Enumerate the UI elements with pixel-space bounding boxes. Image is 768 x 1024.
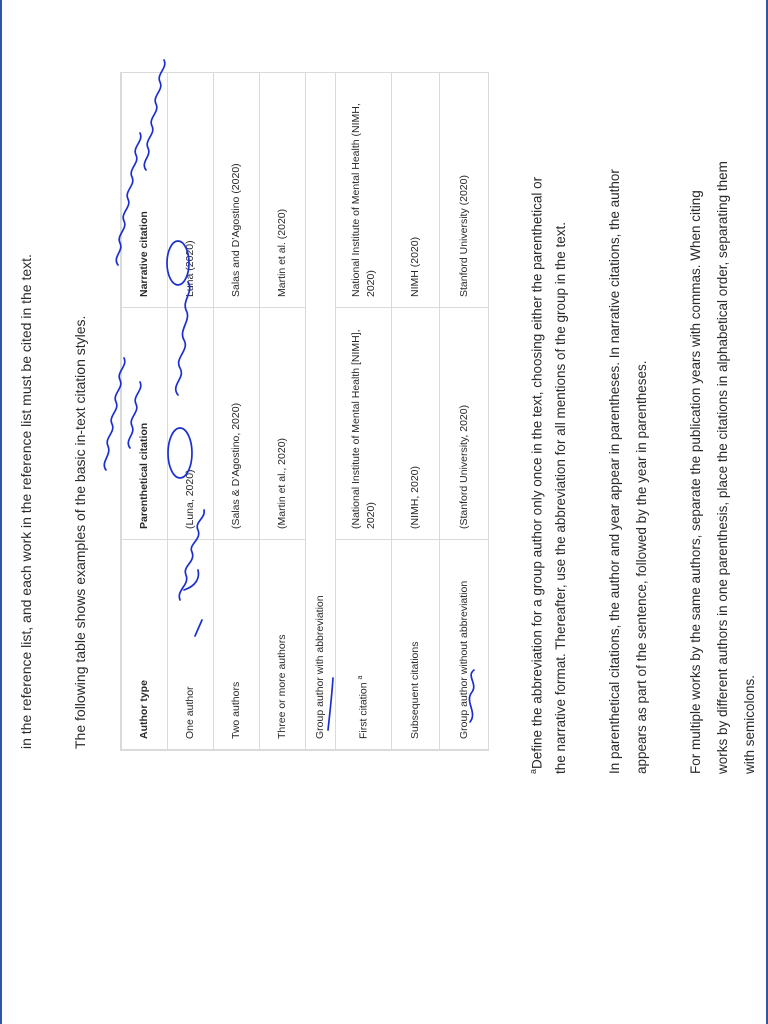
footnote-line-2: the narrative format. Thereafter, use the abbreviation for all mentions of the group in the text.: [553, 221, 568, 774]
cell-narrative: National Institute of Mental Health (NIMH, 2020): [336, 73, 392, 308]
ink-scribble-one-author: [179, 510, 204, 600]
footnote-marker: a: [357, 675, 365, 680]
cell-author-type: Subsequent citations: [392, 540, 440, 750]
paragraph-1-line-2: appears as part of the sentence, followed by the year in parentheses.: [634, 360, 649, 774]
cell-narrative: Stanford University (2020): [440, 73, 489, 308]
cell-narrative: Luna (2020): [168, 73, 214, 308]
ink-handwriting-top-1: [104, 358, 125, 470]
footnote-line-1: $^a$Define the abbreviation for a group author only once in the text, choosing either the parenthetical or: [528, 176, 545, 774]
header-narrative: Narrative citation: [122, 73, 168, 308]
cell-narrative: Martin et al. (2020): [260, 73, 306, 308]
cell-author-type: Three or more authors: [260, 540, 306, 750]
intro-cut-text: in the reference list, and each work in the reference list must be cited in the text.: [18, 254, 34, 749]
first-citation-label: First citation: [357, 682, 370, 739]
cell-parenthetical: (Stanford University, 2020): [440, 308, 489, 540]
ink-loop-mark: [469, 670, 474, 722]
ink-handwriting-narr-2: [144, 60, 165, 170]
cell-parenthetical: (Salas & D’Agostino, 2020): [214, 308, 260, 540]
cell-parenthetical: (NIMH, 2020): [392, 308, 440, 540]
intro-text: The following table shows examples of the basic in-text citation styles.: [72, 315, 88, 749]
cell-parenthetical: (Luna, 2020): [168, 308, 214, 540]
cell-narrative: NIMH (2020): [392, 73, 440, 308]
paragraph-2-line-1: For multiple works by the same authors, separate the publication years with commas. When citing: [688, 190, 703, 774]
cell-author-type: One author: [168, 540, 214, 750]
cell-parenthetical: (Martin et al., 2020): [260, 308, 306, 540]
ink-circle-luna-narrative: [167, 241, 189, 285]
cell-group-heading: Group author with abbreviation: [306, 73, 336, 750]
header-parenthetical: Parenthetical citation: [122, 308, 168, 540]
ink-handwriting-narr-1: [116, 133, 141, 265]
paragraph-2-line-3: with semicolons.: [742, 674, 757, 774]
footnote-mark: a: [528, 768, 538, 774]
cell-author-type: Two authors: [214, 540, 260, 750]
ink-handwriting-top-2: [128, 382, 141, 448]
paragraph-1-line-1: In parenthetical citations, the author and year appear in parentheses. In narrative citations, the author: [607, 169, 622, 774]
ink-circle-luna: [168, 428, 192, 478]
cell-narrative: Salas and D’Agostino (2020): [214, 73, 260, 308]
paragraph-2-line-2: works by different authors in one parenthesis, place the citations in alphabetical order, separating them: [715, 161, 730, 774]
cell-author-type: Group author without abbreviation: [440, 540, 489, 750]
cell-parenthetical: (National Institute of Mental Health [NIMH], 2020): [336, 308, 392, 540]
header-author-type: Author type: [122, 540, 168, 750]
ink-arrow-to-narrative: [176, 282, 190, 395]
ink-slash-mark: [195, 620, 202, 636]
ink-underline-group-author: [328, 678, 333, 730]
